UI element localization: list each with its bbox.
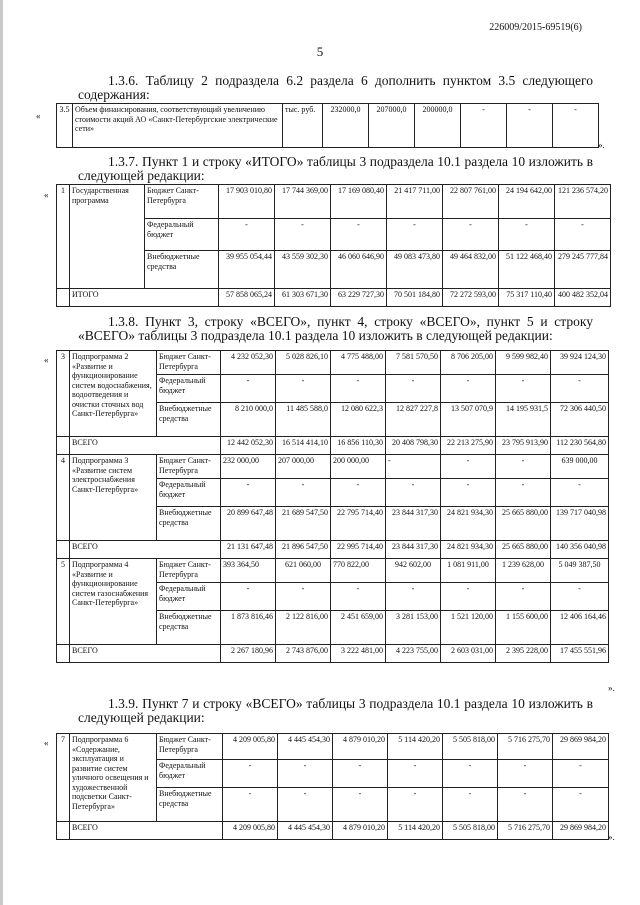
cell-value: -: [441, 375, 496, 403]
cell-value: 1 873 816,46: [221, 611, 276, 645]
cell-value: 8 210 000,0: [221, 403, 276, 437]
cell-value: 2 122 816,00: [276, 611, 331, 645]
cell-value: 121 236 574,20: [555, 185, 611, 219]
cell-num: 3.5: [57, 104, 73, 148]
cell-value: 24 194 642,00: [499, 185, 555, 219]
cell-value: 200000,0: [415, 104, 461, 148]
open-quote: «: [36, 111, 41, 121]
cell-value: 20 899 647,48: [221, 507, 276, 541]
cell-value: 9 599 982,40: [496, 351, 551, 375]
cell-value: -: [331, 479, 386, 507]
cell-value: 4 879 010,20: [333, 822, 388, 840]
cell-value: 232 000,00: [221, 455, 276, 479]
cell-value: 139 717 040,98: [551, 507, 609, 541]
cell-value: -: [551, 583, 609, 611]
cell-value: 23 844 317,30: [386, 541, 441, 559]
cell-value: 4 209 005,80: [223, 734, 278, 760]
cell-value: -: [276, 479, 331, 507]
cell-value: 5 505 818,00: [443, 734, 498, 760]
cell-value: 7 581 570,50: [386, 351, 441, 375]
cell-value: 4 445 454,30: [278, 822, 333, 840]
cell-value: 3 281 153,00: [386, 611, 441, 645]
cell-source-extra: Внебюджетные средства: [145, 251, 219, 289]
cell-value: 5 716 275,70: [498, 734, 553, 760]
cell-value: -: [387, 219, 443, 251]
cell-total-label: ВСЕГО: [70, 437, 221, 455]
cell-value: -: [278, 760, 333, 788]
cell-value: 1 521 120,00: [441, 611, 496, 645]
cell-value: 24 821 934,30: [441, 507, 496, 541]
cell-source-extra: Внебюджетные средства: [157, 788, 223, 822]
cell-value: -: [496, 375, 551, 403]
close-quote: ».: [598, 140, 605, 150]
cell-value: 57 858 065,24: [219, 289, 275, 307]
close-quote: ».: [608, 832, 615, 842]
cell-value: 21 417 711,00: [387, 185, 443, 219]
cell-value: 5 049 387,50: [551, 559, 609, 583]
cell-value: -: [551, 479, 609, 507]
cell-value: -: [219, 219, 275, 251]
cell-unit: тыс. руб.: [283, 104, 323, 148]
cell-value: 2 395 228,00: [496, 645, 551, 663]
cell-value: 2 603 031,00: [441, 645, 496, 663]
cell-value: 17 455 551,96: [551, 645, 609, 663]
cell-value: 5 716 275,70: [498, 822, 553, 840]
cell-source-budget: Бюджет Санкт-Петербурга: [157, 559, 221, 583]
cell-value: -: [223, 788, 278, 822]
close-quote: ».: [608, 683, 615, 693]
paragraph-1-3-7: 1.3.7. Пункт 1 и строку «ИТОГО» таблицы 3 подраздела 10.1 раздела 10 изложить в следующей редакции:: [78, 154, 593, 183]
cell-total-label: ВСЕГО: [70, 645, 221, 663]
cell-total-label: ИТОГО: [70, 289, 219, 307]
page-number: 5: [316, 44, 324, 59]
cell-value: -: [221, 375, 276, 403]
cell-value: 112 230 564,80: [551, 437, 609, 455]
cell-value: 8 706 205,00: [441, 351, 496, 375]
cell-value: 61 303 671,30: [275, 289, 331, 307]
cell-source-federal: Федеральный бюджет: [157, 375, 221, 403]
cell-value: 72 306 440,50: [551, 403, 609, 437]
cell-source-federal: Федеральный бюджет: [157, 583, 221, 611]
cell-num: 3: [57, 351, 70, 437]
cell-num: 7: [57, 734, 70, 822]
cell-source-extra: Внебюджетные средства: [157, 507, 221, 541]
cell-value: 21 131 647,48: [221, 541, 276, 559]
cell-value: -: [553, 104, 599, 148]
cell-value: -: [333, 788, 388, 822]
cell-value: -: [441, 583, 496, 611]
cell-value: 5 028 826,10: [276, 351, 331, 375]
cell-value: -: [223, 760, 278, 788]
cell-value: -: [555, 219, 611, 251]
cell-value: 46 060 646,90: [331, 251, 387, 289]
paragraph-1-3-8: 1.3.8. Пункт 3, строку «ВСЕГО», пункт 4, строку «ВСЕГО», пункт 5 и строку «ВСЕГО» таблицы 3 подраздела 10.1 раздела 10 изложить в следующей редакции:: [78, 314, 593, 343]
cell-value: 2 267 180,96: [221, 645, 276, 663]
cell-value: 3 222 481,00: [331, 645, 386, 663]
cell-value: 11 485 588,0: [276, 403, 331, 437]
table-state-program: [56, 184, 611, 307]
cell-value: -: [443, 760, 498, 788]
cell-value: -: [386, 455, 441, 479]
cell-value: -: [386, 375, 441, 403]
open-quote: «: [44, 355, 49, 365]
cell-value: 207 000,00: [276, 455, 331, 479]
cell-value: 4 209 005,80: [223, 822, 278, 840]
cell-value: 16 514 414,10: [276, 437, 331, 455]
cell-value: 4 775 488,00: [331, 351, 386, 375]
cell-value: 4 232 052,30: [221, 351, 276, 375]
cell-value: -: [275, 219, 331, 251]
cell-value: 21 896 547,50: [276, 541, 331, 559]
cell-value: 75 317 110,40: [499, 289, 555, 307]
cell-value: 1 239 628,00: [496, 559, 551, 583]
cell-value: -: [276, 375, 331, 403]
cell-value: 5 114 420,20: [388, 734, 443, 760]
cell-value: -: [386, 479, 441, 507]
cell-value: 22 807 761,00: [443, 185, 499, 219]
cell-value: 5 114 420,20: [388, 822, 443, 840]
cell-value: 23 844 317,30: [386, 507, 441, 541]
cell-value: 24 821 934,30: [441, 541, 496, 559]
cell-value: 1 081 911,00: [441, 559, 496, 583]
cell-value: -: [496, 479, 551, 507]
cell-value: 22 995 714,40: [331, 541, 386, 559]
cell-value: -: [221, 583, 276, 611]
cell-value: 13 507 070,9: [441, 403, 496, 437]
cell-value: -: [496, 455, 551, 479]
cell-value: 12 442 052,30: [221, 437, 276, 455]
cell-value: -: [276, 583, 331, 611]
cell-value: 39 955 054,44: [219, 251, 275, 289]
cell-value: 2 451 659,00: [331, 611, 386, 645]
document-number: 226009/2015-69519(6): [489, 22, 582, 33]
cell-value: -: [441, 479, 496, 507]
cell-value: 21 689 547,50: [276, 507, 331, 541]
cell-value: -: [499, 219, 555, 251]
cell-value: -: [507, 104, 553, 148]
cell-value: -: [221, 479, 276, 507]
cell-value: 4 445 454,30: [278, 734, 333, 760]
cell-value: -: [388, 760, 443, 788]
cell-value: 2 743 876,00: [276, 645, 331, 663]
cell-value: -: [388, 788, 443, 822]
cell-value: -: [443, 788, 498, 822]
cell-source-federal: Федеральный бюджет: [157, 760, 223, 788]
table-subprogram-6: [56, 733, 609, 840]
cell-value: 49 083 473,80: [387, 251, 443, 289]
cell-value: 29 869 984,20: [553, 734, 609, 760]
cell-value: 200 000,00: [331, 455, 386, 479]
cell-value: -: [551, 375, 609, 403]
cell-num: 5: [57, 559, 70, 645]
cell-program: Подпрограмма 3 «Развитие систем электроснабжения Санкт-Петербурга»: [70, 455, 157, 541]
cell-value: 942 602,00: [386, 559, 441, 583]
cell-source-federal: Федеральный бюджет: [145, 219, 219, 251]
cell-source-budget: Бюджет Санкт-Петербурга: [157, 734, 223, 760]
cell-program: Подпрограмма 6 «Содержание, эксплуатация и развитие систем уличного освещения и художественной подсветки Санкт-Петербурга»: [70, 734, 157, 822]
cell-value: 12 827 227,8: [386, 403, 441, 437]
cell-source-extra: Внебюджетные средства: [157, 403, 221, 437]
cell-value: 51 122 468,40: [499, 251, 555, 289]
cell-value: -: [441, 455, 496, 479]
cell-program: Государственная программа: [70, 185, 145, 289]
cell-value: 232000,0: [323, 104, 369, 148]
cell-value: -: [331, 375, 386, 403]
cell-value: 393 364,50: [221, 559, 276, 583]
cell-value: 17 903 010,80: [219, 185, 275, 219]
cell-value: 140 356 040,98: [551, 541, 609, 559]
cell-value: 12 406 164,46: [551, 611, 609, 645]
cell-value: -: [553, 788, 609, 822]
cell-value: 400 482 352,04: [555, 289, 611, 307]
cell-value: 12 080 622,3: [331, 403, 386, 437]
scan-edge: [0, 0, 3, 905]
cell-value: 25 665 880,00: [496, 507, 551, 541]
cell-source-budget: Бюджет Санкт-Петербурга: [157, 351, 221, 375]
cell-value: 207000,0: [369, 104, 415, 148]
table-item-3-5: [56, 103, 599, 148]
cell-value: 49 464 832,00: [443, 251, 499, 289]
cell-value: -: [333, 760, 388, 788]
cell-num: 4: [57, 455, 70, 541]
cell-value: -: [496, 583, 551, 611]
cell-value: 70 501 184,80: [387, 289, 443, 307]
cell-value: 639 000,00: [551, 455, 609, 479]
cell-value: 29 869 984,20: [553, 822, 609, 840]
cell-value: 20 408 798,30: [386, 437, 441, 455]
cell-value: 39 924 124,30: [551, 351, 609, 375]
cell-value: -: [278, 788, 333, 822]
cell-name: Объем финансирования, соответствующий увеличению стоимости акций АО «Санкт-Петербургские электрические сети»: [73, 104, 283, 148]
cell-value: 4 223 755,00: [386, 645, 441, 663]
cell-value: 14 195 931,5: [496, 403, 551, 437]
cell-source-federal: Федеральный бюджет: [157, 479, 221, 507]
cell-program: Подпрограмма 4 «Развитие и функционирование систем газоснабжения Санкт-Петербурга»: [70, 559, 157, 645]
table-subprograms: [56, 350, 609, 663]
paragraph-1-3-9: 1.3.9. Пункт 7 и строку «ВСЕГО» таблицы 3 подраздела 10.1 раздела 10 изложить в следующей редакции:: [78, 696, 593, 725]
cell-value: 25 665 880,00: [496, 541, 551, 559]
cell-value: -: [461, 104, 507, 148]
cell-value: -: [331, 219, 387, 251]
cell-value: 16 856 110,30: [331, 437, 386, 455]
cell-value: 22 795 714,40: [331, 507, 386, 541]
open-quote: «: [44, 738, 49, 748]
cell-value: 23 795 913,90: [496, 437, 551, 455]
cell-value: 63 229 727,30: [331, 289, 387, 307]
cell-source-budget: Бюджет Санкт-Петербурга: [157, 455, 221, 479]
cell-value: 5 505 818,00: [443, 822, 498, 840]
paragraph-1-3-6: 1.3.6. Таблицу 2 подраздела 6.2 раздела 6 дополнить пунктом 3.5 следующего содержания:: [78, 73, 593, 102]
cell-value: 17 744 369,00: [275, 185, 331, 219]
cell-value: -: [553, 760, 609, 788]
cell-value: 279 245 777,84: [555, 251, 611, 289]
cell-source-budget: Бюджет Санкт-Петербурга: [145, 185, 219, 219]
cell-value: 770 822,00: [331, 559, 386, 583]
cell-value: -: [498, 788, 553, 822]
cell-program: Подпрограмма 2 «Развитие и функционирование систем водоснабжения, водоотведения и очистки сточных вод Санкт-Петербурга»: [70, 351, 157, 437]
cell-value: 621 060,00: [276, 559, 331, 583]
cell-value: 72 272 593,00: [443, 289, 499, 307]
cell-value: 17 169 080,40: [331, 185, 387, 219]
cell-value: 22 213 275,90: [441, 437, 496, 455]
cell-value: -: [443, 219, 499, 251]
cell-value: 43 559 302,30: [275, 251, 331, 289]
cell-num: 1: [57, 185, 70, 289]
cell-total-label: ВСЕГО: [70, 822, 223, 840]
cell-value: 4 879 010,20: [333, 734, 388, 760]
cell-total-label: ВСЕГО: [70, 541, 221, 559]
open-quote: «: [44, 190, 49, 200]
cell-source-extra: Внебюджетные средства: [157, 611, 221, 645]
cell-value: -: [498, 760, 553, 788]
cell-value: -: [331, 583, 386, 611]
cell-value: 1 155 600,00: [496, 611, 551, 645]
cell-value: -: [386, 583, 441, 611]
